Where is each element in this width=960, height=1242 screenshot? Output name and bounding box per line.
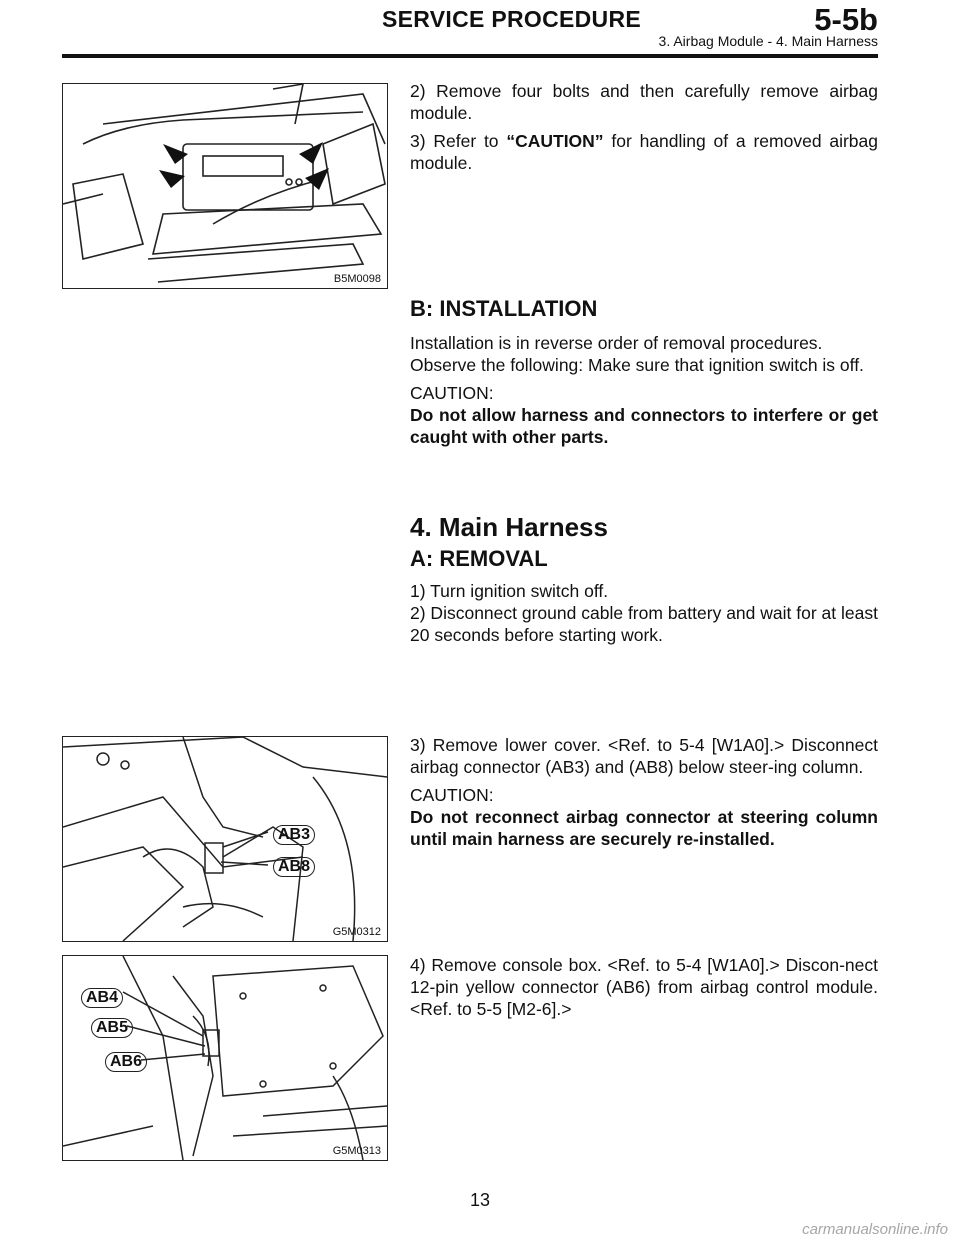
figure-console-connector [62,955,388,1161]
figure-id: B5M0098 [333,273,381,285]
harness-step-2: 2) Disconnect ground cable from battery and wait for at least 20 seconds before starting work. [410,603,878,645]
caution-text: Do not allow harness and connectors to interfere or get caught with other parts. [410,405,878,447]
installation-body [410,332,878,448]
step-3-post: for handling of a removed airbag module. [410,131,878,173]
figure-airbag-module [62,83,388,289]
main-harness-heading: 4. Main Harness [410,512,608,542]
watermark: carmanualsonline.info [802,1221,948,1238]
caution-label-2: CAUTION: [410,785,494,805]
header-rule [62,54,878,58]
step-3-text [410,130,878,174]
callout-ab5: AB5 [91,1018,133,1038]
figure-id: G5M0312 [332,926,381,938]
caution-text-2: Do not reconnect airbag connector at steering column until main harness are securely re-installed. [410,807,878,849]
page-number: 13 [469,1190,491,1210]
installation-heading: B: INSTALLATION [410,296,598,321]
step-3-pre: 3) Refer to [410,131,507,151]
callout-ab6: AB6 [105,1052,147,1072]
steering-connector-illustration [63,737,387,941]
header-subtitle: 3. Airbag Module - 4. Main Harness [658,33,878,49]
callout-ab4: AB4 [81,988,123,1008]
main-harness-steps [410,580,878,646]
section-title: SERVICE PROCEDURE [382,6,642,32]
harness-step-3-block [410,734,878,850]
harness-step-1: 1) Turn ignition switch off. [410,581,609,601]
step-2-text: 2) Remove four bolts and then carefully remove airbag module. [410,81,878,123]
installation-line-1: Installation is in reverse order of removal procedures. [410,333,823,353]
caution-reference: “CAUTION” [506,131,604,151]
harness-step-3: 3) Remove lower cover. <Ref. to 5-4 [W1A0].> Disconnect airbag connector (AB3) and (AB8) below steer-ing column. [410,735,878,777]
figure-id: G5M0313 [332,1145,381,1157]
callout-ab3: AB3 [273,825,315,845]
installation-line-2: Observe the following: Make sure that ignition switch is off. [410,355,864,375]
harness-step-4-block [410,954,878,1020]
removal-steps [410,80,878,174]
callout-ab8: AB8 [273,857,315,877]
caution-label: CAUTION: [410,383,494,403]
bolt-arrows [159,142,329,190]
removal-heading: A: REMOVAL [410,546,548,571]
harness-step-4: 4) Remove console box. <Ref. to 5-4 [W1A0].> Discon-nect 12-pin yellow connector (AB6) from airbag control module. <Ref. to 5-5 [M2-6].> [410,955,878,1019]
figure-steering-connector [62,736,388,942]
airbag-module-illustration [63,84,387,288]
chapter-number: 5-5b [814,2,878,37]
